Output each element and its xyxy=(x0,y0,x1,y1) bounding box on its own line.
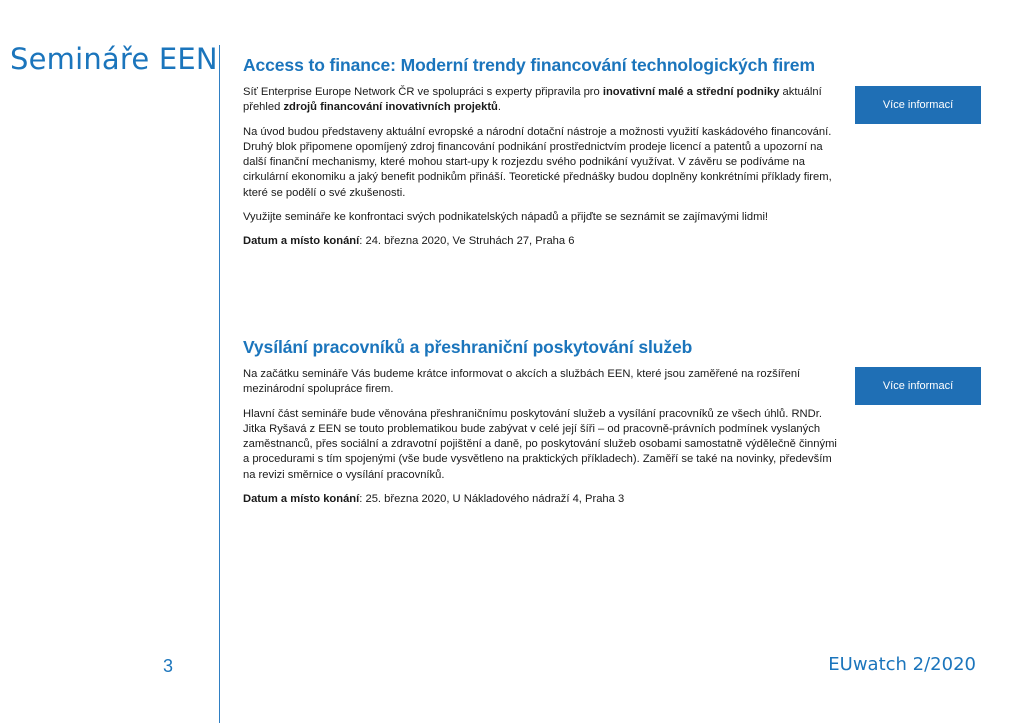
article-intro: Na začátku semináře Vás budeme krátce informovat o akcích a službách EEN, které jsou zaměřené na rozšíření mezinárodní spolupráce firem. xyxy=(243,368,801,396)
more-info-button-2[interactable]: Více informací xyxy=(855,367,981,405)
date-label: Datum a místo konání xyxy=(243,493,360,506)
article-closing: Využijte semináře ke konfrontaci svých podnikatelských nápadů a přijďte se seznámit se zajímavými lidmi! xyxy=(243,211,769,224)
intro-bold-smes: inovativní malé a střední podniky xyxy=(602,86,780,98)
article-date xyxy=(243,234,843,249)
intro-bold-funding: zdrojů financování inovativních projektů xyxy=(283,101,498,114)
more-info-button-1[interactable]: Více informací xyxy=(855,86,981,124)
date-value: : 24. března 2020, Ve Struhách 27, Praha 6 xyxy=(359,235,575,248)
article-date xyxy=(243,492,843,507)
intro-text: aktuální přehled xyxy=(243,86,822,114)
date-value: : 25. března 2020, U Nákladového nádraží 4, Praha 3 xyxy=(359,493,625,506)
article-posting-workers xyxy=(243,337,843,516)
intro-text: . xyxy=(497,101,501,114)
article-access-to-finance xyxy=(243,55,843,259)
article-intro xyxy=(243,85,843,116)
intro-text: Síť Enterprise Europe Network ČR ve spolupráci s experty připravila pro xyxy=(243,86,603,98)
article-body: Na úvod budou představeny aktuální evropské a národní dotační nástroje a možnosti využití kaskádového financování. Druhý blok připomene opomíjený zdroj financování podnikání prostřednictvím prodeje licencí a patentů a upozorní na další finanční mechanismy, které mohou start-upy k rozjezdu svého podnikání využívat. V závěru se podíváme na cirkulární ekonomiku a jaký benefit podnikům přináší. Teoretické přednášky budou doplněny konkrétními příklady firem, které se podělí o své zkušenosti. xyxy=(243,125,832,199)
footer-issue-label: EUwatch 2/2020 xyxy=(828,654,976,675)
section-title: Semináře EEN xyxy=(10,42,218,76)
vertical-divider xyxy=(219,45,220,723)
page-number: 3 xyxy=(163,656,174,676)
date-label: Datum a místo konání xyxy=(243,235,360,248)
article-title: Access to finance: Moderní trendy financování technologických firem xyxy=(243,55,815,75)
article-title: Vysílání pracovníků a přeshraniční poskytování služeb xyxy=(243,337,693,357)
article-body: Hlavní část semináře bude věnována přeshraničnímu poskytování služeb a vysílání pracovníků ze všech úhlů. RNDr. Jitka Ryšavá z EEN se touto problematikou bude zabývat v celé její šíři – od pracovně-právních podmínek vyslaných zaměstnanců, přes sociální a zdravotní pojištění a daně, po poskytování služeb osobami samostatně výdělečně činnými a procedurami s tím spojenými (vše bude vysvětleno na praktických příkladech). Zaměří se také na novinky, především na revizi směrnice o vysílání pracovníků. xyxy=(243,407,837,481)
